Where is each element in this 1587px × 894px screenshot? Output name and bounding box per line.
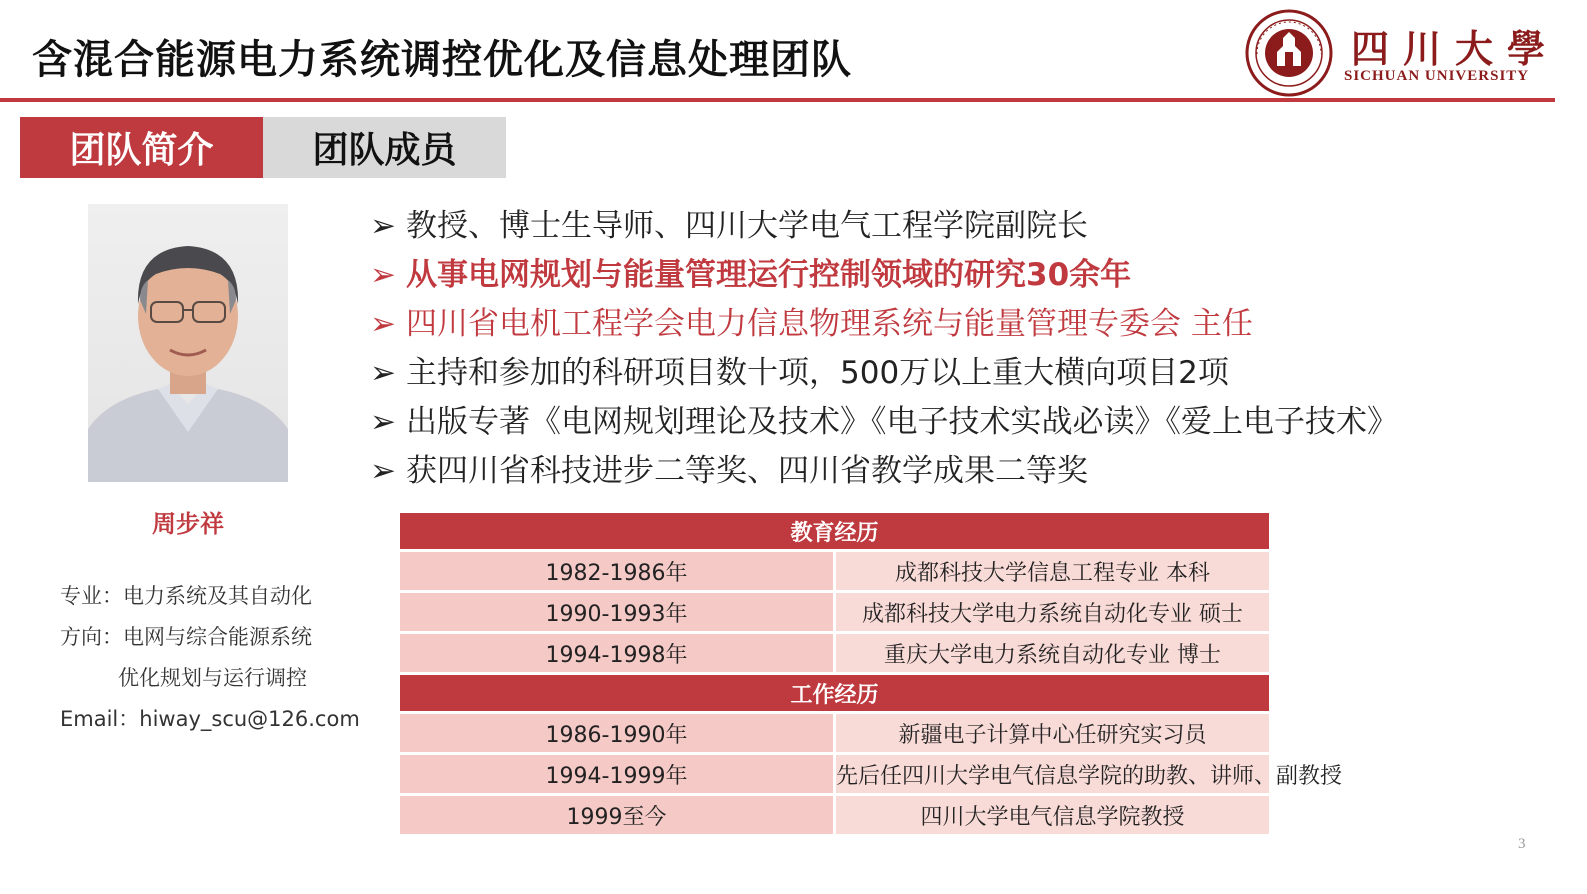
person-email[interactable]: Email：hiway_scu@126.com (60, 707, 360, 731)
person-photo (88, 204, 288, 482)
period-cell: 1994-1998年 (400, 633, 835, 674)
arrow-bullet-icon: ➢ (370, 355, 396, 391)
arrow-bullet-icon: ➢ (370, 404, 396, 440)
university-name-cn: 四川大學 (1351, 26, 1560, 71)
bullet-item: ➢ 教授、博士生导师、四川大学电气工程学院副院长 (370, 202, 1398, 251)
title-divider (0, 98, 1555, 102)
detail-cell: 成都科技大学电力系统自动化专业 硕士 (835, 592, 1270, 633)
detail-cell: 新疆电子计算中心任研究实习员 (835, 713, 1270, 754)
bullet-item: ➢ 四川省电机工程学会电力信息物理系统与能量管理专委会 主任 (370, 300, 1398, 349)
table-row (400, 551, 1269, 592)
university-name-en: SICHUAN UNIVERSITY (1344, 68, 1530, 84)
detail-cell: 重庆大学电力系统自动化专业 博士 (835, 633, 1270, 674)
arrow-bullet-icon: ➢ (370, 306, 396, 342)
bullet-item: ➢ 从事电网规划与能量管理运行控制领域的研究30余年 (370, 251, 1398, 300)
bullet-item: ➢ 出版专著《电网规划理论及技术》《电子技术实战必读》《爱上电子技术》 (370, 398, 1398, 447)
person-direction: 方向：电网与综合能源系统 (60, 625, 312, 649)
page-title: 含混合能源电力系统调控优化及信息处理团队 (32, 37, 852, 83)
tab-team-members[interactable]: 团队成员 (263, 117, 506, 178)
arrow-bullet-icon: ➢ (370, 257, 396, 293)
person-direction-cont: 优化规划与运行调控 (118, 666, 307, 690)
person-major: 专业：电力系统及其自动化 (60, 584, 312, 608)
bullet-item: ➢ 获四川省科技进步二等奖、四川省教学成果二等奖 (370, 447, 1398, 496)
tab-team-intro[interactable]: 团队简介 (20, 117, 263, 178)
tab-bar (20, 117, 506, 178)
table-row (400, 754, 1269, 795)
education-header: 教育经历 (400, 513, 1269, 551)
period-cell: 1994-1999年 (400, 754, 835, 795)
page-number: 3 (1518, 836, 1526, 852)
arrow-bullet-icon: ➢ (370, 453, 396, 489)
arrow-bullet-icon: ➢ (370, 208, 396, 244)
detail-cell: 先后任四川大学电气信息学院的助教、讲师、副教授 (835, 754, 1270, 795)
period-cell: 1999至今 (400, 795, 835, 836)
bullet-list (370, 202, 1398, 496)
period-cell: 1986-1990年 (400, 713, 835, 754)
table-row (400, 713, 1269, 754)
education-header-row (400, 513, 1269, 551)
university-logo (1243, 8, 1560, 98)
detail-cell: 成都科技大学信息工程专业 本科 (835, 551, 1270, 592)
work-header: 工作经历 (400, 674, 1269, 713)
period-cell: 1982-1986年 (400, 551, 835, 592)
detail-cell: 四川大学电气信息学院教授 (835, 795, 1270, 836)
resume-table (400, 513, 1343, 837)
table-row (400, 592, 1269, 633)
person-name: 周步祥 (152, 510, 224, 538)
university-seal-icon (1243, 8, 1335, 98)
period-cell: 1990-1993年 (400, 592, 835, 633)
work-header-row (400, 674, 1269, 713)
table-row (400, 795, 1269, 836)
table-row (400, 633, 1269, 674)
bullet-item: ➢ 主持和参加的科研项目数十项，500万以上重大横向项目2项 (370, 349, 1398, 398)
